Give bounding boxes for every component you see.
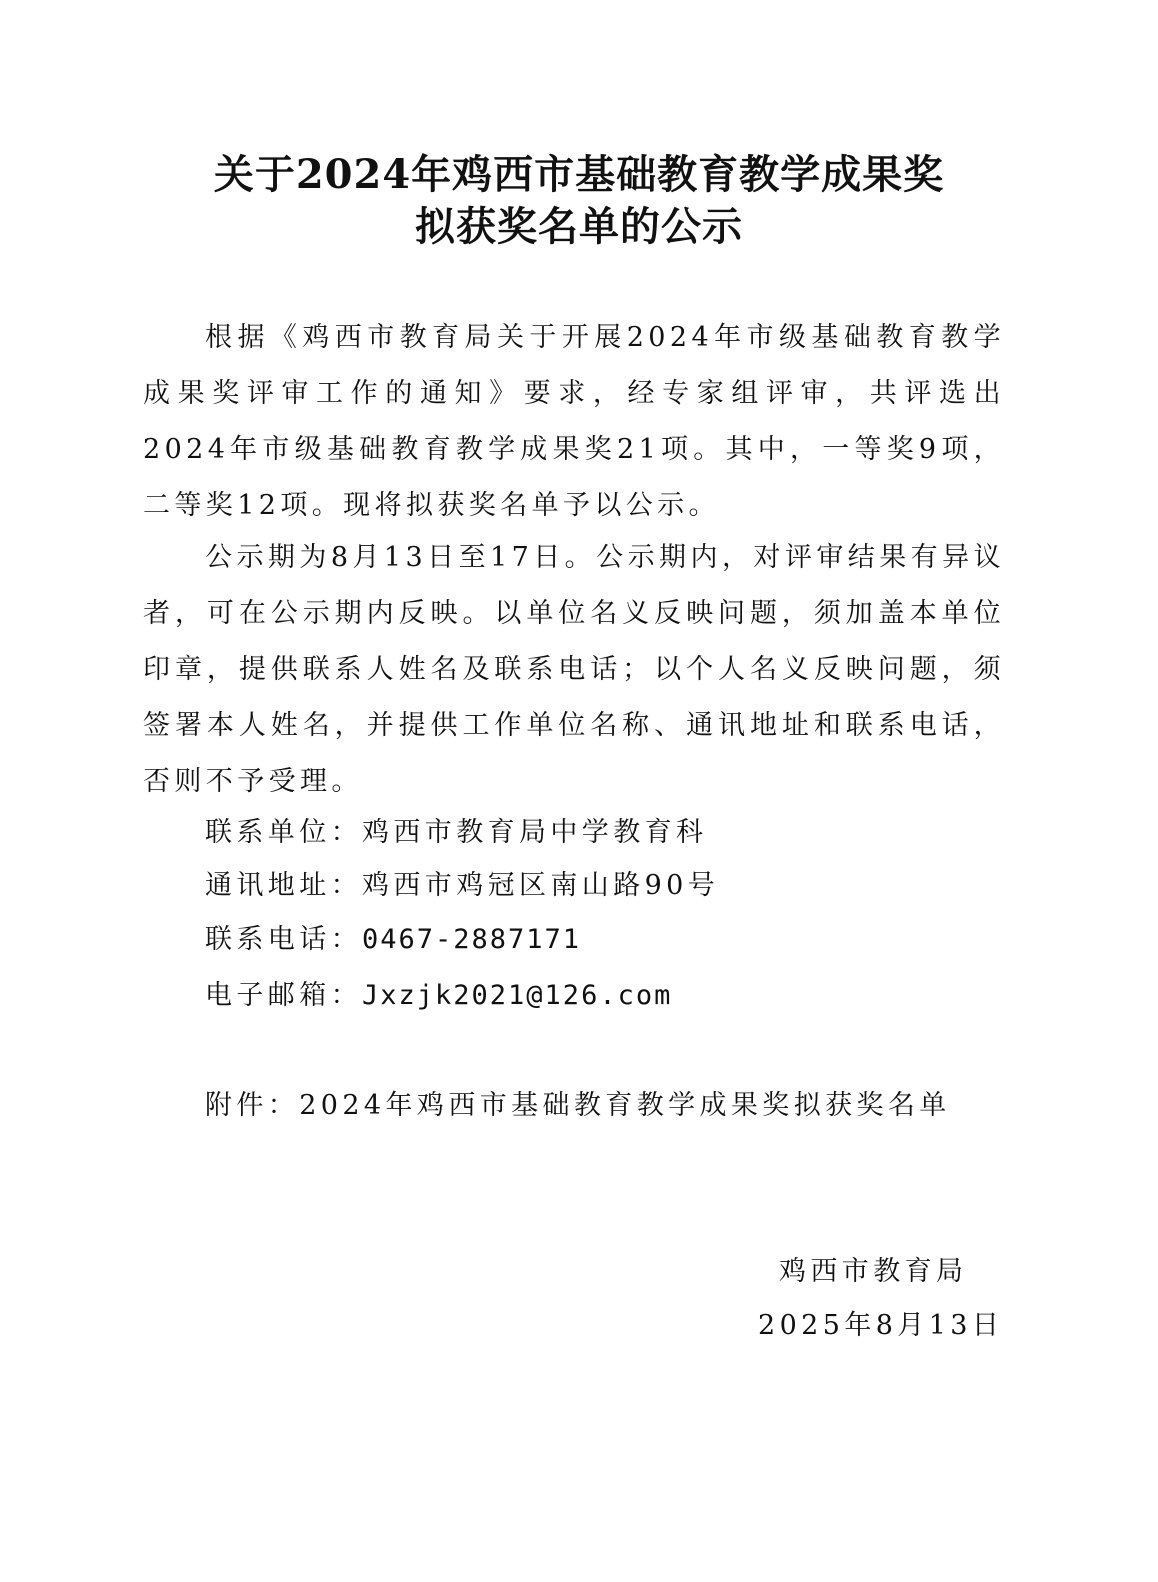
signature-date: 2025年8月13日 [758, 1310, 1004, 1341]
contact-address [205, 858, 719, 914]
contact-email-label: 电子邮箱： [205, 980, 362, 1011]
contact-unit-label: 联系单位： [205, 817, 362, 848]
signature-organization: 鸡西市教育局 [779, 1256, 968, 1287]
body-paragraph-2: 公示期为8月13日至17日。公示期内，对评审结果有异议者，可在公示期内反映。以单位名义反映问题，须加盖本单位印章，提供联系人姓名及联系电话；以个人名义反映问题，须签署本人姓名，并提供工作单位名称、通讯地址和联系电话，否则不予受理。 [143, 542, 1005, 797]
contact-phone-value: 0467-2887171 [362, 924, 582, 955]
contact-email-value: Jxzjk2021@126.com [362, 980, 673, 1011]
contact-unit [205, 805, 707, 861]
document-title-line-1: 关于2024年鸡西市基础教育教学成果奖 [213, 151, 945, 198]
contact-email [205, 968, 672, 1024]
body-paragraph-1: 根据《鸡西市教育局关于开展2024年市级基础教育教学成果奖评审工作的通知》要求，经专家组评审，共评选出2024年市级基础教育教学成果奖21项。其中，一等奖9项，二等奖12项。现将拟获奖名单予以公示。 [143, 322, 1005, 521]
contact-phone-label: 联系电话： [205, 924, 362, 955]
document-title-line-2: 拟获奖名单的公示 [415, 203, 743, 250]
contact-address-value: 鸡西市鸡冠区南山路90号 [362, 870, 720, 901]
contact-phone [205, 912, 581, 968]
contact-unit-value: 鸡西市教育局中学教育科 [362, 817, 708, 848]
attachment-note: 附件：2024年鸡西市基础教育教学成果奖拟获奖名单 [205, 1090, 951, 1121]
contact-address-label: 通讯地址： [205, 870, 362, 901]
